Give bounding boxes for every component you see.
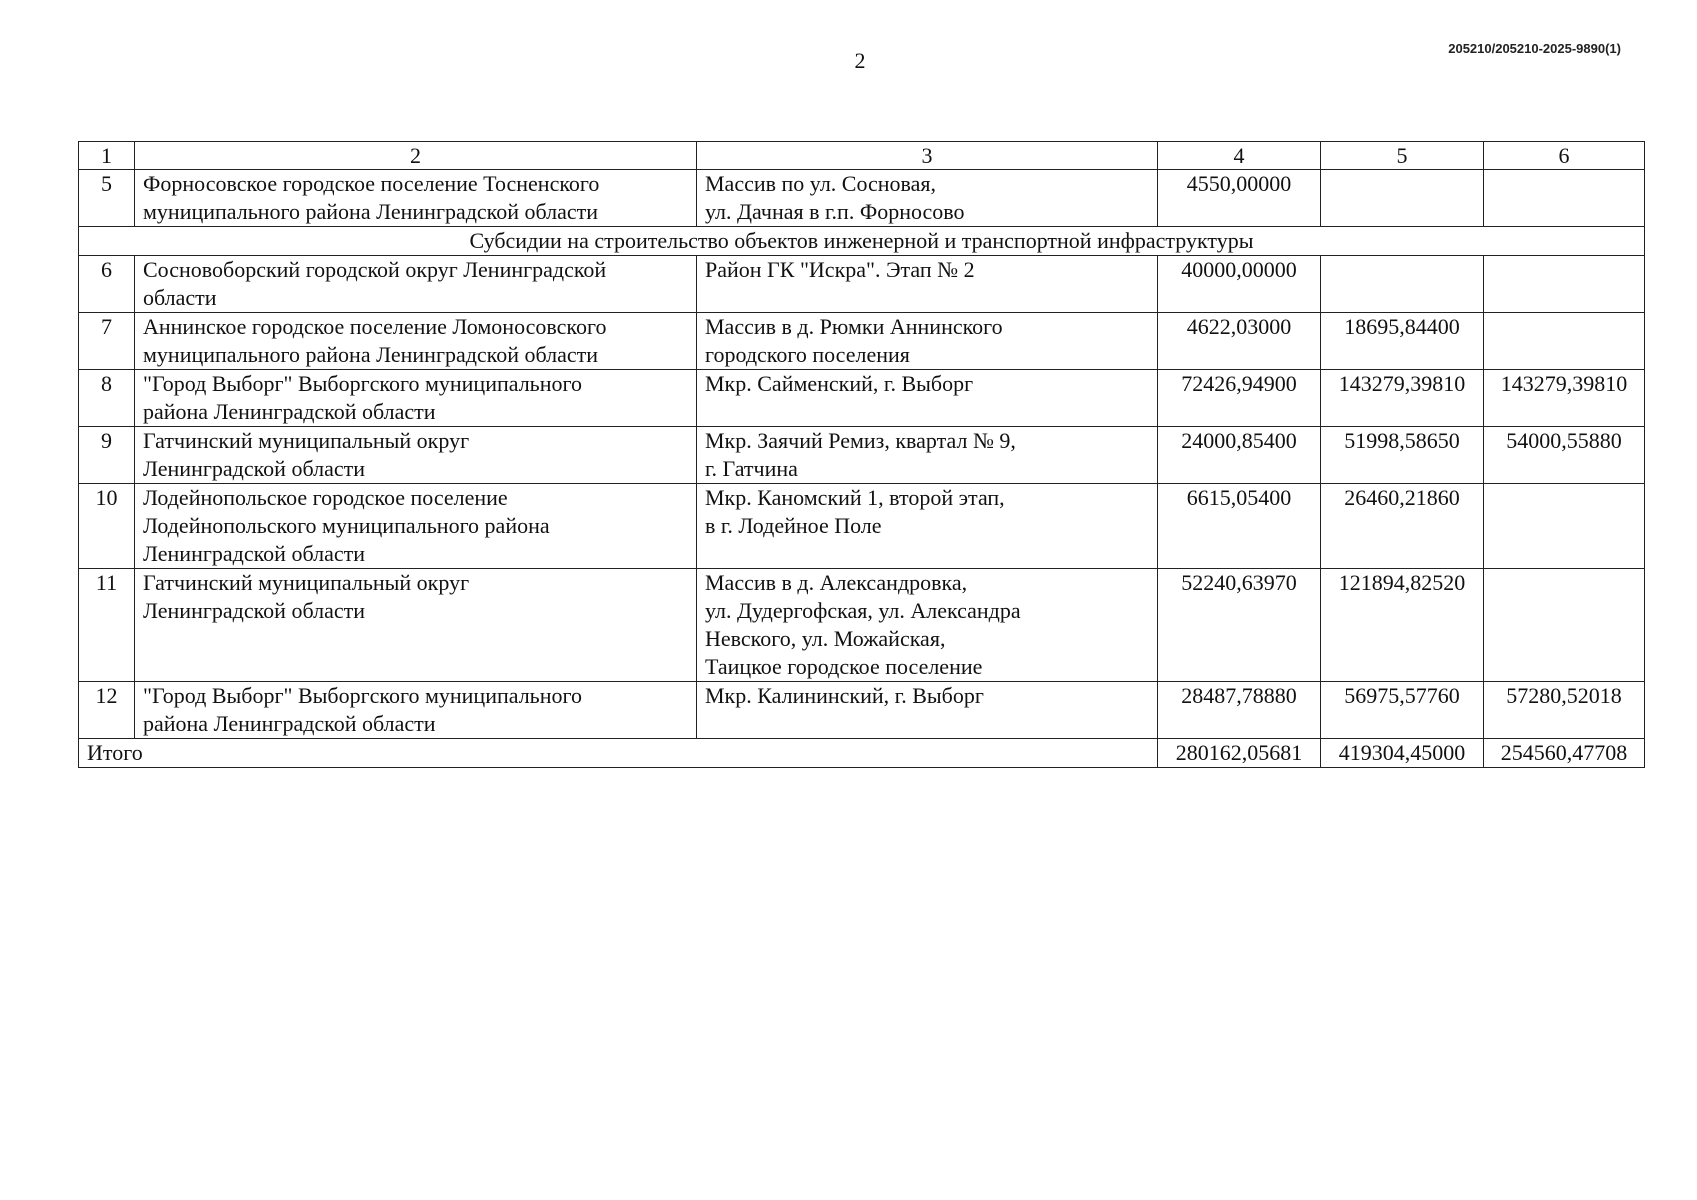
municipality-cell bbox=[135, 569, 697, 682]
amount-v4: 72426,94900 bbox=[1158, 370, 1321, 427]
cell-line: Ленинградской области bbox=[143, 456, 365, 481]
site-cell bbox=[697, 569, 1158, 682]
site-cell bbox=[697, 370, 1158, 427]
site-cell bbox=[697, 170, 1158, 227]
column-number: 5 bbox=[1321, 142, 1484, 170]
cell-line: "Город Выборг" Выборгского муниципального bbox=[143, 683, 582, 708]
row-number: 11 bbox=[79, 569, 135, 682]
amount-v6 bbox=[1484, 170, 1645, 227]
amount-v5: 18695,84400 bbox=[1321, 313, 1484, 370]
amount-v5 bbox=[1321, 170, 1484, 227]
cell-line: Гатчинский муниципальный округ bbox=[143, 570, 470, 595]
column-number: 3 bbox=[697, 142, 1158, 170]
amount-v4: 24000,85400 bbox=[1158, 427, 1321, 484]
cell-line: Таицкое городское поселение bbox=[705, 654, 983, 679]
amount-v6: 54000,55880 bbox=[1484, 427, 1645, 484]
cell-line: городского поселения bbox=[705, 342, 910, 367]
total-label: Итого bbox=[79, 739, 1158, 768]
cell-line: ул. Дачная в г.п. Форносово bbox=[705, 199, 965, 224]
cell-line: Мкр. Каномский 1, второй этап, bbox=[705, 485, 1005, 510]
municipality-cell bbox=[135, 170, 697, 227]
site-cell bbox=[697, 313, 1158, 370]
cell-line: Лодейнопольского муниципального района bbox=[143, 513, 550, 538]
cell-line: Мкр. Калининский, г. Выборг bbox=[705, 683, 984, 708]
row-number: 12 bbox=[79, 682, 135, 739]
site-cell bbox=[697, 682, 1158, 739]
row-number: 9 bbox=[79, 427, 135, 484]
amount-v6 bbox=[1484, 569, 1645, 682]
amount-v4: 28487,78880 bbox=[1158, 682, 1321, 739]
row-number: 6 bbox=[79, 256, 135, 313]
cell-line: Мкр. Заячий Ремиз, квартал № 9, bbox=[705, 428, 1016, 453]
cell-line: ул. Дудергофская, ул. Александра bbox=[705, 598, 1021, 623]
amount-v4: 4622,03000 bbox=[1158, 313, 1321, 370]
column-number-row bbox=[79, 142, 1645, 170]
cell-line: области bbox=[143, 285, 217, 310]
cell-line: Лодейнопольское городское поселение bbox=[143, 485, 508, 510]
amount-v4: 40000,00000 bbox=[1158, 256, 1321, 313]
site-cell bbox=[697, 256, 1158, 313]
total-v4: 280162,05681 bbox=[1158, 739, 1321, 768]
amount-v5: 143279,39810 bbox=[1321, 370, 1484, 427]
amount-v6 bbox=[1484, 313, 1645, 370]
table-row bbox=[79, 370, 1645, 427]
cell-line: Гатчинский муниципальный округ bbox=[143, 428, 470, 453]
row-number: 8 bbox=[79, 370, 135, 427]
row-number: 7 bbox=[79, 313, 135, 370]
subsidy-table bbox=[78, 141, 1645, 768]
cell-line: Форносовское городское поселение Тосненского bbox=[143, 171, 600, 196]
table-row bbox=[79, 682, 1645, 739]
row-number: 10 bbox=[79, 484, 135, 569]
cell-line: Массив в д. Рюмки Аннинского bbox=[705, 314, 1003, 339]
amount-v6 bbox=[1484, 484, 1645, 569]
site-cell bbox=[697, 484, 1158, 569]
total-row bbox=[79, 739, 1645, 768]
page-number: 2 bbox=[854, 48, 866, 73]
cell-line: Ленинградской области bbox=[143, 541, 365, 566]
cell-line: Район ГК "Искра". Этап № 2 bbox=[705, 257, 975, 282]
amount-v6: 57280,52018 bbox=[1484, 682, 1645, 739]
site-cell bbox=[697, 427, 1158, 484]
amount-v4: 4550,00000 bbox=[1158, 170, 1321, 227]
amount-v5: 26460,21860 bbox=[1321, 484, 1484, 569]
amount-v5: 51998,58650 bbox=[1321, 427, 1484, 484]
column-number: 1 bbox=[79, 142, 135, 170]
cell-line: Мкр. Сайменский, г. Выборг bbox=[705, 371, 974, 396]
section-title: Субсидии на строительство объектов инженерной и транспортной инфраструктуры bbox=[79, 227, 1645, 256]
table-row bbox=[79, 170, 1645, 227]
amount-v5 bbox=[1321, 256, 1484, 313]
municipality-cell bbox=[135, 427, 697, 484]
cell-line: в г. Лодейное Поле bbox=[705, 513, 882, 538]
cell-line: Сосновоборский городской округ Ленинградской bbox=[143, 257, 607, 282]
cell-line: района Ленинградской области bbox=[143, 399, 436, 424]
table-row bbox=[79, 484, 1645, 569]
total-v5: 419304,45000 bbox=[1321, 739, 1484, 768]
table-row bbox=[79, 427, 1645, 484]
cell-line: Ленинградской области bbox=[143, 598, 365, 623]
municipality-cell bbox=[135, 313, 697, 370]
municipality-cell bbox=[135, 484, 697, 569]
cell-line: муниципального района Ленинградской области bbox=[143, 342, 599, 367]
municipality-cell bbox=[135, 256, 697, 313]
amount-v6: 143279,39810 bbox=[1484, 370, 1645, 427]
cell-line: района Ленинградской области bbox=[143, 711, 436, 736]
cell-line: Массив в д. Александровка, bbox=[705, 570, 968, 595]
amount-v5: 56975,57760 bbox=[1321, 682, 1484, 739]
amount-v5: 121894,82520 bbox=[1321, 569, 1484, 682]
cell-line: г. Гатчина bbox=[705, 456, 798, 481]
table-row bbox=[79, 256, 1645, 313]
row-number: 5 bbox=[79, 170, 135, 227]
cell-line: Аннинское городское поселение Ломоносовского bbox=[143, 314, 607, 339]
table-row bbox=[79, 569, 1645, 682]
amount-v6 bbox=[1484, 256, 1645, 313]
document-id: 205210/205210-2025-9890(1) bbox=[1448, 41, 1621, 56]
cell-line: Невского, ул. Можайская, bbox=[705, 626, 946, 651]
column-number: 4 bbox=[1158, 142, 1321, 170]
cell-line: муниципального района Ленинградской области bbox=[143, 199, 599, 224]
cell-line: Массив по ул. Сосновая, bbox=[705, 171, 937, 196]
table-row bbox=[79, 313, 1645, 370]
municipality-cell bbox=[135, 370, 697, 427]
amount-v4: 52240,63970 bbox=[1158, 569, 1321, 682]
section-row bbox=[79, 227, 1645, 256]
total-v6: 254560,47708 bbox=[1484, 739, 1645, 768]
cell-line: "Город Выборг" Выборгского муниципального bbox=[143, 371, 582, 396]
municipality-cell bbox=[135, 682, 697, 739]
amount-v4: 6615,05400 bbox=[1158, 484, 1321, 569]
column-number: 6 bbox=[1484, 142, 1645, 170]
column-number: 2 bbox=[135, 142, 697, 170]
